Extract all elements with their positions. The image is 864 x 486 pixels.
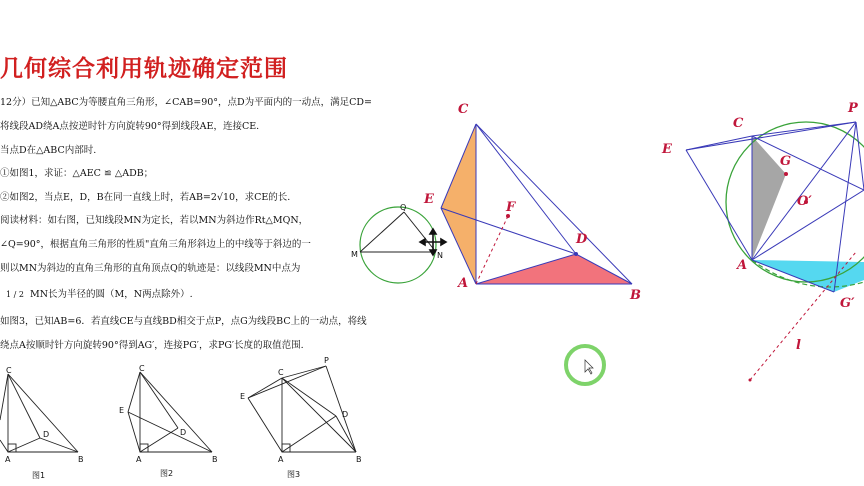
problem-line-7: ∠Q=90°，根据直角三角形的性质"直角三角形斜边上的中线等于斜边的一 <box>0 239 311 250</box>
fig3-label-a: A <box>278 455 284 464</box>
fig2-label-a: A <box>136 455 142 464</box>
problem-line-10: 如图3，已知AB=6．若直线CE与直线BD相交于点P，点G为线段BC上的一动点，将线 <box>0 316 367 327</box>
small-figure-2 <box>128 372 212 452</box>
cursor-ring-icon <box>566 346 604 384</box>
page-title: 几何综合利用轨迹确定范围 <box>0 56 288 82</box>
main1-label-c: C <box>458 102 469 117</box>
fig3-caption: 图3 <box>287 470 301 479</box>
fig1-label-d: D <box>43 430 50 439</box>
mini-label-m: M <box>351 250 358 259</box>
small-figure-3 <box>248 366 356 452</box>
fig1-caption: 图1 <box>32 471 46 480</box>
fig3-label-e: E <box>240 392 246 401</box>
mini-label-q: Q <box>400 203 407 212</box>
fig2-label-b: B <box>212 455 218 464</box>
fig1-label-b: B <box>78 455 84 464</box>
fig3-label-p: P <box>324 356 329 365</box>
fig2-label-c: C <box>139 364 145 373</box>
mini-label-n: N <box>437 251 443 260</box>
main1-label-e: E <box>424 192 434 207</box>
problem-line-3: 当点D在△ABC内部时. <box>0 145 97 156</box>
fig3-label-b: B <box>356 455 362 464</box>
fig2-caption: 图2 <box>160 469 174 478</box>
main-figure-2 <box>686 122 864 382</box>
main1-label-b: B <box>630 288 641 303</box>
problem-line-1: 12分）已知△ABC为等腰直角三角形，∠CAB=90°，点D为平面内的一动点，满足CD= <box>0 97 373 108</box>
problem-line-2: 将线段AD绕A点按逆时针方向旋转90°得到线段AE，连接CE. <box>0 121 260 132</box>
main-figure-1 <box>441 124 632 284</box>
main2-label-o-prime: O′ <box>797 194 812 209</box>
fig2-label-d: D <box>180 428 187 437</box>
main1-label-a: A <box>458 276 469 291</box>
main1-label-d: D <box>576 232 588 247</box>
problem-line-8: 则以MN为斜边的直角三角形的直角顶点Q的轨迹是：以线段MN中点为 <box>0 263 301 274</box>
fig1-label-c: C <box>6 366 12 375</box>
main2-label-a: A <box>737 258 748 273</box>
main2-label-c: C <box>733 116 744 131</box>
fraction-half: 1 / 2 <box>6 290 24 299</box>
fig3-label-d: D <box>342 410 349 419</box>
main2-label-g: G <box>780 154 792 169</box>
fig3-label-c: C <box>278 368 284 377</box>
fig1-label-a: A <box>5 455 11 464</box>
main2-label-l: l <box>796 338 801 353</box>
main1-label-f: F <box>506 200 516 215</box>
main2-label-e: E <box>662 142 672 157</box>
problem-line-4: ①如图1，求证：△AEC ≌ △ADB； <box>0 168 154 179</box>
fig2-label-e: E <box>119 406 125 415</box>
mini-circle-figure <box>360 207 446 283</box>
problem-line-11: 绕点A按顺时针方向旋转90°得到AG′，连接PG′，求PG′长度的取值范围. <box>0 340 304 351</box>
problem-line-6: 阅读材料：如右图，已知线段MN为定长，若以MN为斜边作Rt△MQN， <box>0 215 309 226</box>
problem-line-9: MN长为半径的圆（M，N两点除外）. <box>30 289 193 300</box>
small-figure-1 <box>0 374 78 452</box>
problem-line-5: ②如图2，当点E，D，B在同一直线上时，若AB=2√10，求CE的长. <box>0 192 291 203</box>
main2-label-p: P <box>848 101 858 116</box>
main2-label-g-prime: G′ <box>840 296 855 311</box>
